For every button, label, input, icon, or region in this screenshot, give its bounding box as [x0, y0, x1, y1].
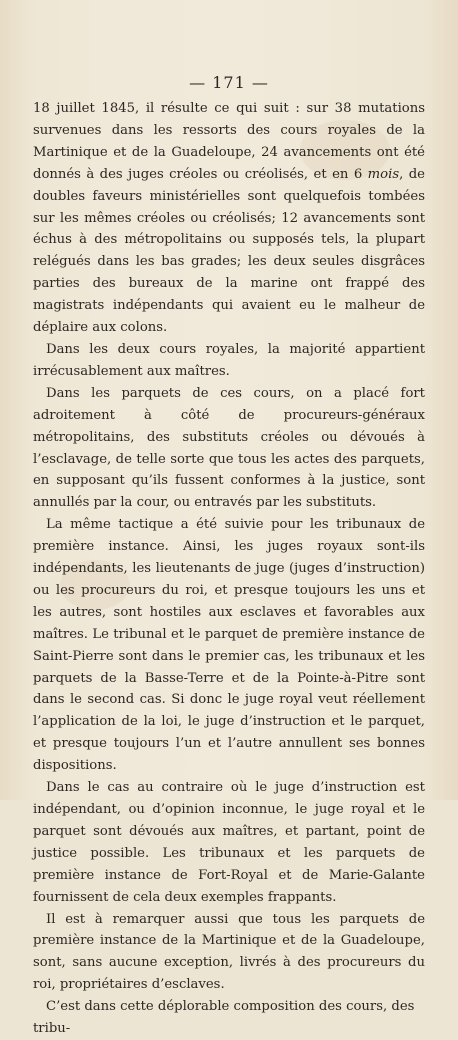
- paragraph: [33, 909, 425, 997]
- paragraph-text: Il est à remarquer aussi que tous les parquets de première instance de la Martinique et de la Guadeloupe, sont, sans aucune exception, livrés à des procureurs du roi, propriétaires d’esclaves.: [33, 911, 425, 993]
- paragraph-text: La même tactique a été suivie pour les tribunaux de première instance. Ainsi, les juges royaux sont-ils indépendants, les lieutenants de juge (juges d’instruction) ou les procureurs du roi, et presque toujours les uns et les autres, sont hostiles aux esclaves et favorables aux maîtres. Le tribunal et le parquet de première instance de Saint-Pierre sont dans le premier cas, les tribunaux et les parquets de la Basse-Terre et de la Pointe-à-Pitre sont dans le second cas. Si donc le juge royal veut réellement l’application de la loi, le juge d’instruction et le parquet, et presque toujours l’un et l’autre annullent ses bonnes dispositions.: [33, 517, 425, 774]
- paragraph-text: C’est dans cette déplorable composition des cours, des tribu-: [33, 999, 415, 1037]
- paragraph-text: Dans les deux cours royales, la majorité appartient irrécusablement aux maîtres.: [33, 341, 425, 379]
- paragraph-text: Dans les parquets de ces cours, on a placé fort adroitement à côté de procureurs-généraux métropolitains, des substituts créoles ou dévoués à l’esclavage, de telle sorte que tous les actes des parquets, en supposant qu’ils fussent conformes à la justice, sont annullés par la cour, ou entravés par les substituts.: [33, 385, 425, 511]
- paragraph: [33, 339, 425, 383]
- paragraph: [33, 514, 425, 777]
- paragraph: [33, 98, 425, 339]
- paragraph-text: 18 juillet 1845, il résulte ce qui suit : sur 38 mutations survenues dans les ressorts des cours royales de la Martinique et de la Guadeloupe, 24 avancements ont été donnés à des juges créoles ou créolisés, et en 6: [33, 101, 425, 182]
- paragraph: [33, 777, 425, 908]
- paragraph-text: Dans le cas au contraire où le juge d’instruction est indépendant, ou d’opinion inconnue, le juge royal et le parquet sont dévoués aux maîtres, et partant, point de justice possible. Les tribunaux et les parquets de première instance de Fort-Royal et de Marie-Galante fournissent de cela deux exemples frappants.: [33, 780, 425, 905]
- italic-text: mois: [367, 166, 400, 182]
- paragraph: [33, 383, 425, 514]
- paragraph-text: , de doubles faveurs ministérielles sont quelquefois tombées sur les mêmes créoles ou créolisés; 12 avancements sont échus à des métropolitains ou supposés tels, la plupart relégués dans les bas grades; les deux seules disgrâces parties des bureaux de la marine ont frappé des magistrats indépendants qui avaient eu le malheur de déplaire aux colons.: [33, 166, 425, 336]
- paragraph: [33, 996, 425, 1040]
- page-number: — 171 —: [189, 73, 269, 92]
- body-text: [33, 98, 425, 1040]
